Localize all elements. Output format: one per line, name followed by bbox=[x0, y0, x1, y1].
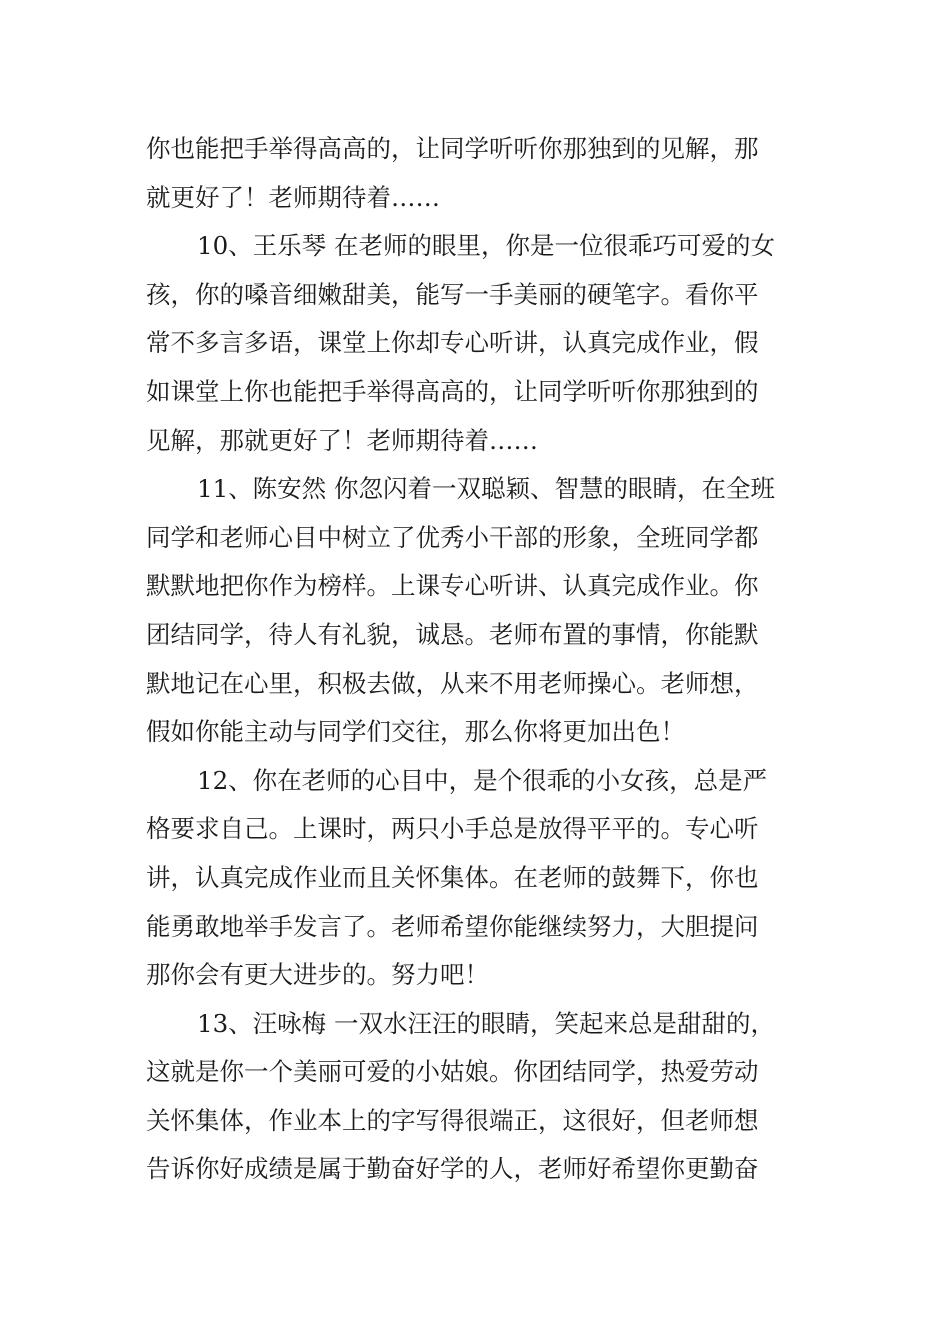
text-line: 关怀集体，作业本上的字写得很端正，这很好，但老师想 bbox=[146, 1105, 759, 1135]
paragraph-start-10: 10、王乐琴 在老师的眼里，你是一位很乖巧可爱的女 bbox=[197, 231, 775, 261]
text-line: 团结同学，待人有礼貌，诚恳。老师布置的事情，你能默 bbox=[146, 619, 759, 649]
text-line: 就更好了！老师期待着…… bbox=[146, 182, 440, 212]
text-line: 能勇敢地举手发言了。老师希望你能继续努力，大胆提问 bbox=[146, 911, 759, 941]
text-line: 见解，那就更好了！老师期待着…… bbox=[146, 425, 538, 455]
text-line: 讲，认真完成作业而且关怀集体。在老师的鼓舞下，你也 bbox=[146, 862, 759, 892]
text-line: 默默地把你作为榜样。上课专心听讲、认真完成作业。你 bbox=[146, 571, 759, 601]
paragraph-start-12: 12、你在老师的心目中，是个很乖的小女孩，总是严 bbox=[197, 765, 768, 795]
paragraph-start-13: 13、汪咏梅 一双水汪汪的眼睛，笑起来总是甜甜的， bbox=[197, 1008, 775, 1038]
text-line: 告诉你好成绩是属于勤奋好学的人，老师好希望你更勤奋 bbox=[146, 1154, 759, 1184]
text-line: 默地记在心里，积极去做，从来不用老师操心。老师想， bbox=[146, 668, 759, 698]
text-line: 孩，你的嗓音细嫩甜美，能写一手美丽的硬笔字。看你平 bbox=[146, 279, 759, 309]
text-line: 那你会有更大进步的。努力吧！ bbox=[146, 960, 489, 990]
paragraph-start-11: 11、陈安然 你忽闪着一双聪颖、智慧的眼睛，在全班 bbox=[197, 474, 775, 504]
text-line: 如课堂上你也能把手举得高高的，让同学听听你那独到的 bbox=[146, 376, 759, 406]
text-line: 同学和老师心目中树立了优秀小干部的形象，全班同学都 bbox=[146, 522, 759, 552]
text-line: 常不多言多语，课堂上你却专心听讲，认真完成作业，假 bbox=[146, 328, 759, 358]
text-line: 你也能把手举得高高的，让同学听听你那独到的见解，那 bbox=[146, 134, 759, 163]
text-line: 假如你能主动与同学们交往，那么你将更加出色！ bbox=[146, 717, 685, 747]
text-line: 这就是你一个美丽可爱的小姑娘。你团结同学，热爱劳动 bbox=[146, 1057, 759, 1087]
body-text bbox=[146, 125, 806, 1194]
text-line: 格要求自己。上课时，两只小手总是放得平平的。专心听 bbox=[146, 814, 759, 844]
